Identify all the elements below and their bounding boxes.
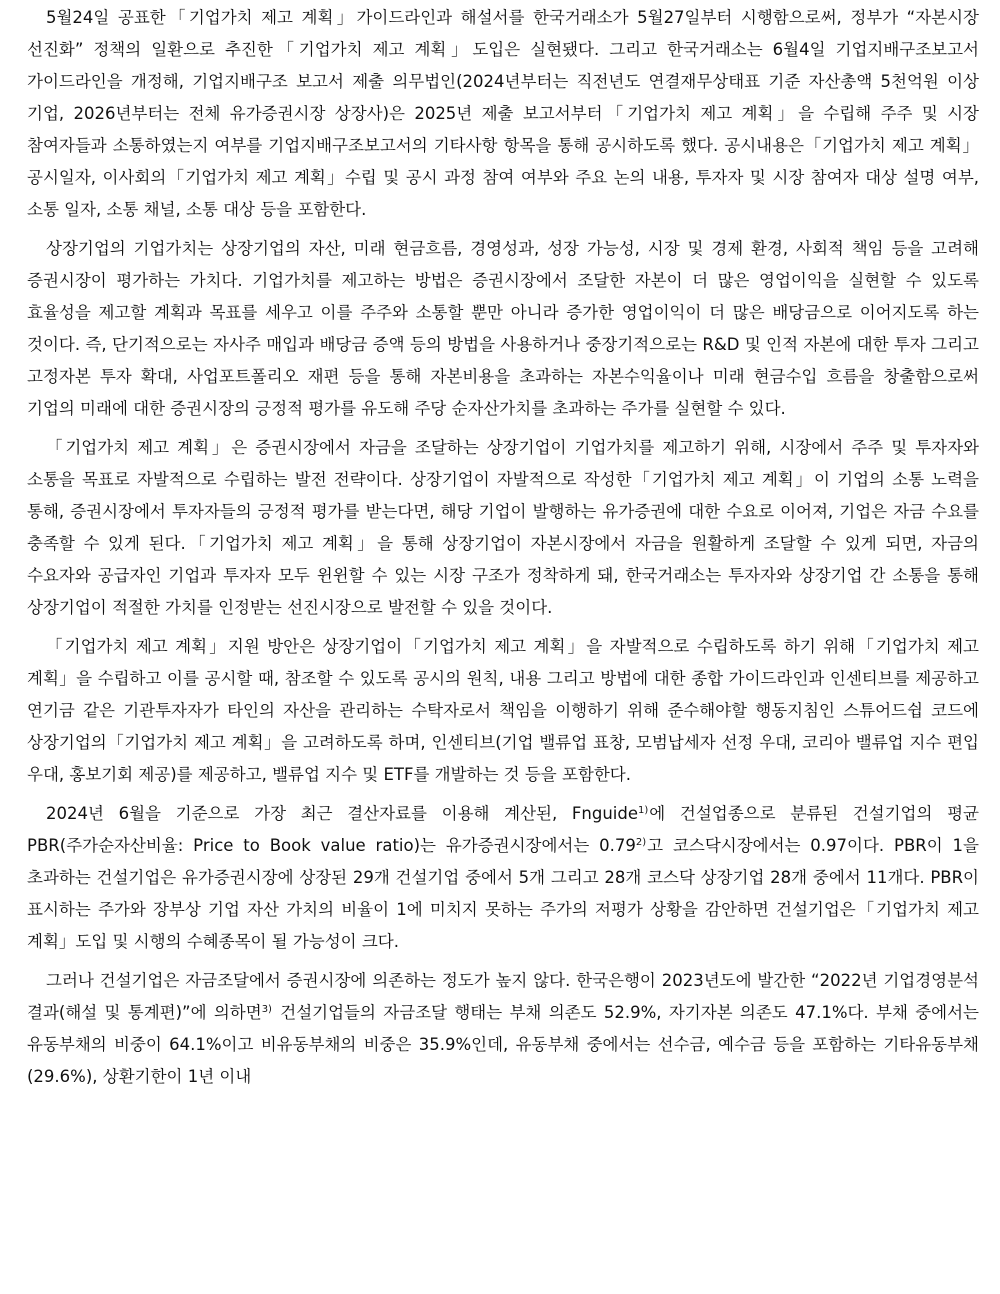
footnote-marker: 1) bbox=[638, 804, 649, 816]
paragraph-text: 상장기업의 기업가치는 상장기업의 자산, 미래 현금흐름, 경영성과, 성장 가능성, 시장 및 경제 환경, 사회적 책임 등을 고려해 증권시장이 평가하는 가치다. 기업가치를 제고하는 방법은 증권시장에서 조달한 자본이 더 많은 영업이익을 실현할 수 있도록 효율성을 제고할 계획과 목표를 세우고 이를 주주와 소통할 뿐만 아니라 증가한 영업이익이 더 많은 배당금으로 이어지도록 하는 것이다. 즉, 단기적으로는 자사주 매입과 배당금 증액 등의 방법을 사용하거나 중장기적으로는 R&D 및 인적 자본에 대한 투자 그리고 고정자본 투자 확대, 사업포트폴리오 재편 등을 통해 자본비용을 초과하는 자본수익율이나 미래 현금수입 흐름을 창출함으로써 기업의 미래에 대한 증권시장의 긍정적 평가를 유도해 주당 순자산가치를 초과하는 주가를 실현할 수 있다. bbox=[27, 239, 979, 418]
footnote-marker: 3) bbox=[261, 1003, 272, 1015]
paragraph-text: 그러나 건설기업은 자금조달에서 증권시장에 의존하는 정도가 높지 않다. 한국은행이 2023년도에 발간한 “2022년 기업경영분석 결과(해설 및 통계편)”에 의하면 bbox=[27, 971, 979, 1022]
paragraph-text: 「기업가치 제고 계획」지원 방안은 상장기업이「기업가치 제고 계획」을 자발적으로 수립하도록 하기 위해「기업가치 제고 계획」을 수립하고 이를 공시할 때, 참조할 수 있도록 공시의 원칙, 내용 그리고 방법에 대한 종합 가이드라인과 인센티브를 제공하고 연기금 같은 기관투자자가 타인의 자산을 관리하는 수탁자로서 책임을 이행하기 위해 준수해야할 행동지침인 스튜어드쉽 코드에 상장기업의「기업가치 제고 계획」을 고려하도록 하며, 인센티브(기업 밸류업 표창, 모범납세자 선정 우대, 코리아 밸류업 지수 편입 우대, 홍보기회 제공)를 제공하고, 밸류업 지수 및 ETF를 개발하는 것 등을 포함한다. bbox=[27, 637, 979, 784]
paragraph-text: 건설기업들의 자금조달 행태는 부채 의존도 52.9%, 자기자본 의존도 47.1%다. 부채 중에서는 유동부채의 비중이 64.1%이고 비유동부채의 비중은 35.9%인데, 유동부채 중에서는 선수금, 예수금 등을 포함하는 기타유동부채(29.6%), 상환기한이 1년 이내 bbox=[27, 1003, 979, 1086]
paragraph-text: 고 코스닥시장에서는 0.97이다. PBR이 1을 초과하는 건설기업은 유가증권시장에 상장된 29개 건설기업 중에서 5개 그리고 28개 코스닥 상장기업 28개 중에서 11개다. PBR이 표시하는 주가와 장부상 기업 자산 가치의 비율이 1에 미치지 못하는 주가의 저평가 상황을 감안하면 건설기업은「기업가치 제고 계획」도입 및 시행의 수혜종목이 될 가능성이 크다. bbox=[27, 836, 979, 951]
paragraph-value-up-plan bbox=[27, 432, 979, 624]
paragraph-support-measures bbox=[27, 631, 979, 791]
paragraph-text: 에 건설업종으로 분류된 건설기업의 평균 PBR(주가순자산비율: Price to Book value ratio)는 유가증권시장에서는 0.79 bbox=[27, 804, 979, 855]
paragraph-text: 「기업가치 제고 계획」은 증권시장에서 자금을 조달하는 상장기업이 기업가치를 제고하기 위해, 시장에서 주주 및 투자자와 소통을 목표로 자발적으로 수립하는 발전 전략이다. 상장기업이 자발적으로 작성한「기업가치 제고 계획」이 기업의 소통 노력을 통해, 증권시장에서 투자자들의 긍정적 평가를 받는다면, 해당 기업이 발행하는 유가증권에 대한 수요로 이어져, 기업은 자금 수요를 충족할 수 있게 된다.「기업가치 제고 계획」을 통해 상장기업이 자본시장에서 자금을 원활하게 조달할 수 있게 되면, 자금의 수요자와 공급자인 기업과 투자자 모두 윈윈할 수 있는 시장 구조가 정착하게 돼, 한국거래소는 투자자와 상장기업 간 소통을 통해 상장기업이 적절한 가치를 인정받는 선진시장으로 발전할 수 있을 것이다. bbox=[27, 438, 979, 617]
paragraph-value-up-guideline bbox=[27, 2, 979, 226]
paragraph-text: 2024년 6월을 기준으로 가장 최근 결산자료를 이용해 계산된, Fnguide bbox=[46, 804, 638, 823]
paragraph-construction-financing bbox=[27, 965, 979, 1093]
footnote-marker: 2) bbox=[635, 836, 647, 848]
paragraph-text: 5월24일 공표한「기업가치 제고 계획」가이드라인과 해설서를 한국거래소가 5월27일부터 시행함으로써, 정부가 “자본시장 선진화” 정책의 일환으로 추진한「기업가치 제고 계획」도입은 실현됐다. 그리고 한국거래소는 6월4일 기업지배구조보고서 가이드라인을 개정해, 기업지배구조 보고서 제출 의무법인(2024년부터는 직전년도 연결재무상태표 기준 자산총액 5천억원 이상 기업, 2026년부터는 전체 유가증권시장 상장사)은 2025년 제출 보고서부터「기업가치 제고 계획」을 수립해 주주 및 시장 참여자들과 소통하였는지 여부를 기업지배구조보고서의 기타사항 항목을 통해 공시하도록 했다. 공시내용은「기업가치 제고 계획」공시일자, 이사회의「기업가치 제고 계획」수립 및 공시 과정 참여 여부와 주요 논의 내용, 투자자 및 시장 참여자 대상 설명 여부, 소통 일자, 소통 채널, 소통 대상 등을 포함한다. bbox=[27, 8, 979, 219]
paragraph-enterprise-value bbox=[27, 233, 979, 425]
paragraph-construction-pbr bbox=[27, 798, 979, 958]
